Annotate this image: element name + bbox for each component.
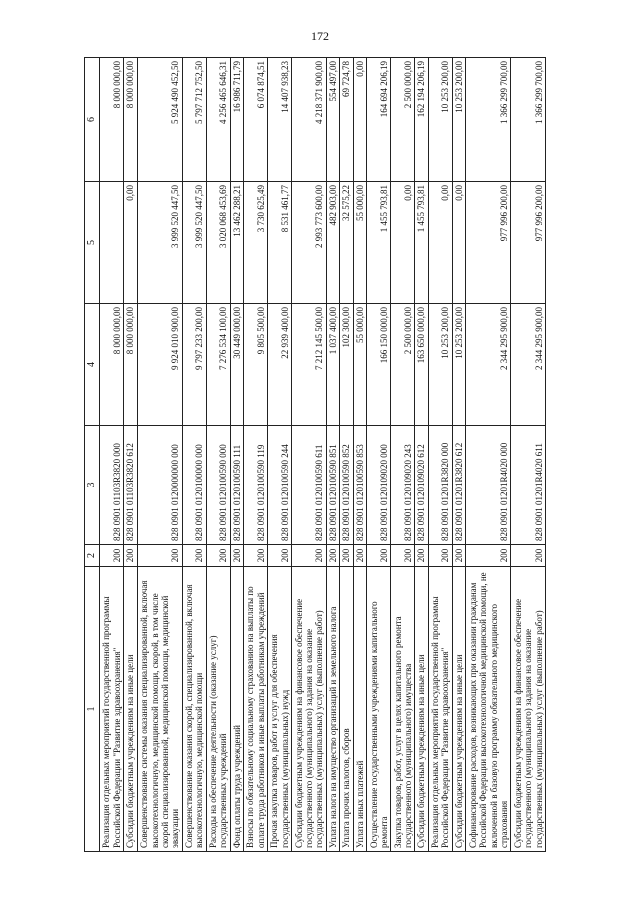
row-classification-cell: 828 0901 0120109020 243 <box>391 426 415 545</box>
row-classification-cell: 828 0901 0120100590 853 <box>353 426 367 545</box>
row-col5-amount: 1 455 793,81 <box>415 182 429 304</box>
row-col4-amount: 8 000 000,00 <box>124 304 138 426</box>
row-col6-amount: 0,00 <box>353 58 367 182</box>
row-name-cell: Субсидии бюджетным учреждениям на иные цели <box>452 567 466 852</box>
row-col4-amount: 22 939 400,00 <box>268 304 292 426</box>
row-col6-amount: 1 366 299 700,00 <box>466 58 511 182</box>
row-classification-cell: 828 0901 01201R3820 000 <box>428 426 452 545</box>
row-code-cell: 200 <box>367 545 391 567</box>
row-name-cell: Реализация отдельных мероприятий государственной программы Российской Федерации "Развитие здравоохранения" <box>428 567 452 852</box>
row-name-cell: Субсидии бюджетным учреждениям на финансовое обеспечение государственного (муниципального) задания на оказание государственных (муниципальных) услуг (выполнение работ) <box>511 567 546 852</box>
table-row <box>244 58 268 852</box>
row-classification-cell: 828 0901 0120109020 000 <box>367 426 391 545</box>
row-col4-amount: 2 500 000,00 <box>391 304 415 426</box>
row-col5-amount: 0,00 <box>391 182 415 304</box>
row-code-cell: 200 <box>268 545 292 567</box>
row-col6-amount: 2 500 000,00 <box>391 58 415 182</box>
row-code-cell: 200 <box>511 545 546 567</box>
row-name-cell: Субсидии бюджетным учреждениям на иные цели <box>124 567 138 852</box>
row-classification-cell: 828 0901 0120109020 612 <box>415 426 429 545</box>
row-classification-cell: 828 0901 01201R3820 612 <box>452 426 466 545</box>
table-row <box>292 58 327 852</box>
row-classification-cell: 828 0901 0120100590 851 <box>326 426 340 545</box>
row-col5-amount: 3 999 520 447,50 <box>137 182 182 304</box>
row-name-cell: Взносы по обязательному социальному страхованию на выплаты по оплате труда работников и иные выплаты работникам учреждений <box>244 567 268 852</box>
row-col6-amount: 8 000 000,00 <box>124 58 138 182</box>
row-classification-cell: 828 0901 0120100590 000 <box>206 426 230 545</box>
row-col6-amount: 4 218 371 900,00 <box>292 58 327 182</box>
row-col5-amount: 0,00 <box>452 182 466 304</box>
row-col4-amount: 9 797 233 200,00 <box>182 304 206 426</box>
row-col6-amount: 164 694 206,19 <box>367 58 391 182</box>
row-col4-amount: 102 300,00 <box>340 304 354 426</box>
row-col4-amount: 166 150 000,00 <box>367 304 391 426</box>
table-row <box>268 58 292 852</box>
table-row <box>100 58 124 852</box>
table-row <box>182 58 206 852</box>
row-col6-amount: 162 194 206,19 <box>415 58 429 182</box>
table-row <box>206 58 230 852</box>
row-name-cell: Софинансирование расходов, возникающих при оказании гражданам Российской Федерации высокотехнологичной медицинской помощи, не включенной в базовую программу обязательного медицинского страхования <box>466 567 511 852</box>
row-col6-amount: 10 253 200,00 <box>452 58 466 182</box>
row-col4-amount: 30 449 000,00 <box>230 304 244 426</box>
row-code-cell: 200 <box>452 545 466 567</box>
table-body <box>100 58 546 852</box>
header-col-3: 3 <box>85 426 100 545</box>
row-col5-amount <box>100 182 124 304</box>
row-col4-amount: 1 037 400,00 <box>326 304 340 426</box>
row-col4-amount: 163 650 000,00 <box>415 304 429 426</box>
header-col-5: 5 <box>85 182 100 304</box>
row-classification-cell: 828 0901 01103R3820 612 <box>124 426 138 545</box>
row-col6-amount: 5 924 490 452,50 <box>137 58 182 182</box>
row-col5-amount: 3 730 625,49 <box>244 182 268 304</box>
row-col4-amount: 7 212 145 500,00 <box>292 304 327 426</box>
row-classification-cell: 828 0901 0120100590 111 <box>230 426 244 545</box>
row-code-cell: 200 <box>124 545 138 567</box>
row-col5-amount: 0,00 <box>124 182 138 304</box>
row-col6-amount: 1 366 299 700,00 <box>511 58 546 182</box>
row-name-cell: Уплата налога на имущество организаций и земельного налога <box>326 567 340 852</box>
table-row <box>367 58 391 852</box>
row-col5-amount: 8 531 461,77 <box>268 182 292 304</box>
row-code-cell: 200 <box>340 545 354 567</box>
row-col4-amount: 10 253 200,00 <box>428 304 452 426</box>
row-col4-amount: 8 000 000,00 <box>100 304 124 426</box>
row-col6-amount: 69 724,78 <box>340 58 354 182</box>
table-row <box>124 58 138 852</box>
table-row <box>340 58 354 852</box>
row-col5-amount: 3 020 068 453,69 <box>206 182 230 304</box>
header-col-1: 1 <box>85 567 100 852</box>
row-name-cell: Расходы на обеспечение деятельности (оказание услуг) государственных учреждений <box>206 567 230 852</box>
row-classification-cell: 828 0901 01201R4020 611 <box>511 426 546 545</box>
header-col-4: 4 <box>85 304 100 426</box>
row-name-cell: Уплата прочих налогов, сборов <box>340 567 354 852</box>
row-col5-amount: 55 000,00 <box>353 182 367 304</box>
row-name-cell: Осуществление государственными учреждениями капитального ремонта <box>367 567 391 852</box>
row-name-cell: Фонд оплаты труда учреждений <box>230 567 244 852</box>
row-code-cell: 200 <box>466 545 511 567</box>
row-code-cell: 200 <box>244 545 268 567</box>
table-row <box>391 58 415 852</box>
row-col5-amount: 977 996 200,00 <box>511 182 546 304</box>
table-header-row <box>85 58 100 852</box>
row-classification-cell: 828 0901 0120100590 852 <box>340 426 354 545</box>
row-col6-amount: 16 986 711,79 <box>230 58 244 182</box>
row-code-cell: 200 <box>326 545 340 567</box>
row-name-cell: Совершенствование системы оказания специализированной, включая высокотехнологичную, медицинской помощи, скорой, в том числе скорой специализированной, медицинской помощи, медицинской эвакуации <box>137 567 182 852</box>
row-code-cell: 200 <box>230 545 244 567</box>
row-col6-amount: 10 253 200,00 <box>428 58 452 182</box>
row-classification-cell: 828 0901 01103R3820 000 <box>100 426 124 545</box>
row-code-cell: 200 <box>206 545 230 567</box>
row-col4-amount: 7 276 534 100,00 <box>206 304 230 426</box>
row-col5-amount: 482 903,00 <box>326 182 340 304</box>
table-row <box>428 58 452 852</box>
row-col5-amount: 32 575,22 <box>340 182 354 304</box>
row-name-cell: Закупка товаров, работ, услуг в целях капитального ремонта государственного (муниципального) имущества <box>391 567 415 852</box>
row-code-cell: 200 <box>100 545 124 567</box>
row-col4-amount: 2 344 295 900,00 <box>511 304 546 426</box>
row-name-cell: Субсидии бюджетным учреждениям на иные цели <box>415 567 429 852</box>
row-col4-amount: 55 000,00 <box>353 304 367 426</box>
row-code-cell: 200 <box>415 545 429 567</box>
row-code-cell: 200 <box>391 545 415 567</box>
row-code-cell: 200 <box>292 545 327 567</box>
row-col6-amount: 8 000 000,00 <box>100 58 124 182</box>
row-name-cell: Уплата иных платежей <box>353 567 367 852</box>
row-classification-cell: 828 0901 0120100000 000 <box>182 426 206 545</box>
row-code-cell: 200 <box>428 545 452 567</box>
row-col6-amount: 554 497,00 <box>326 58 340 182</box>
row-classification-cell: 828 0901 0120100590 244 <box>268 426 292 545</box>
row-col4-amount: 9 805 500,00 <box>244 304 268 426</box>
table-row <box>326 58 340 852</box>
table-row <box>415 58 429 852</box>
row-col5-amount: 2 993 773 600,00 <box>292 182 327 304</box>
budget-table <box>84 57 546 852</box>
row-code-cell: 200 <box>182 545 206 567</box>
row-col5-amount: 3 999 520 447,50 <box>182 182 206 304</box>
row-classification-cell: 828 0901 0120100590 611 <box>292 426 327 545</box>
table-row <box>466 58 511 852</box>
row-col4-amount: 2 344 295 900,00 <box>466 304 511 426</box>
header-col-6: 6 <box>85 58 100 182</box>
row-col6-amount: 5 797 712 752,50 <box>182 58 206 182</box>
row-col6-amount: 14 407 938,23 <box>268 58 292 182</box>
table-row <box>230 58 244 852</box>
row-classification-cell: 828 0901 01201R4020 000 <box>466 426 511 545</box>
table-row <box>511 58 546 852</box>
row-col5-amount: 13 462 288,21 <box>230 182 244 304</box>
row-col4-amount: 9 924 010 900,00 <box>137 304 182 426</box>
row-classification-cell: 828 0901 0120000000 000 <box>137 426 182 545</box>
row-name-cell: Субсидии бюджетным учреждениям на финансовое обеспечение государственного (муниципального) задания на оказание государственных (муниципальных) услуг (выполнение работ) <box>292 567 327 852</box>
row-col5-amount: 977 996 200,00 <box>466 182 511 304</box>
row-classification-cell: 828 0901 0120100590 119 <box>244 426 268 545</box>
row-col6-amount: 6 074 874,51 <box>244 58 268 182</box>
row-name-cell: Реализация отдельных мероприятий государственной программы Российской Федерации "Развитие здравоохранения" <box>100 567 124 852</box>
row-col5-amount: 0,00 <box>428 182 452 304</box>
row-col6-amount: 4 256 465 646,31 <box>206 58 230 182</box>
row-name-cell: Прочая закупка товаров, работ и услуг для обеспечения государственных (муниципальных) нужд <box>268 567 292 852</box>
rotated-table-container <box>84 58 546 852</box>
table-row <box>452 58 466 852</box>
table-row <box>137 58 182 852</box>
row-col4-amount: 10 253 200,00 <box>452 304 466 426</box>
row-code-cell: 200 <box>353 545 367 567</box>
table-row <box>353 58 367 852</box>
row-col5-amount: 1 455 793,81 <box>367 182 391 304</box>
row-name-cell: Совершенствование оказания скорой, специализированной, включая высокотехнологичную, медицинской помощи <box>182 567 206 852</box>
header-col-2: 2 <box>85 545 100 567</box>
page-number: 172 <box>311 29 329 43</box>
row-code-cell: 200 <box>137 545 182 567</box>
